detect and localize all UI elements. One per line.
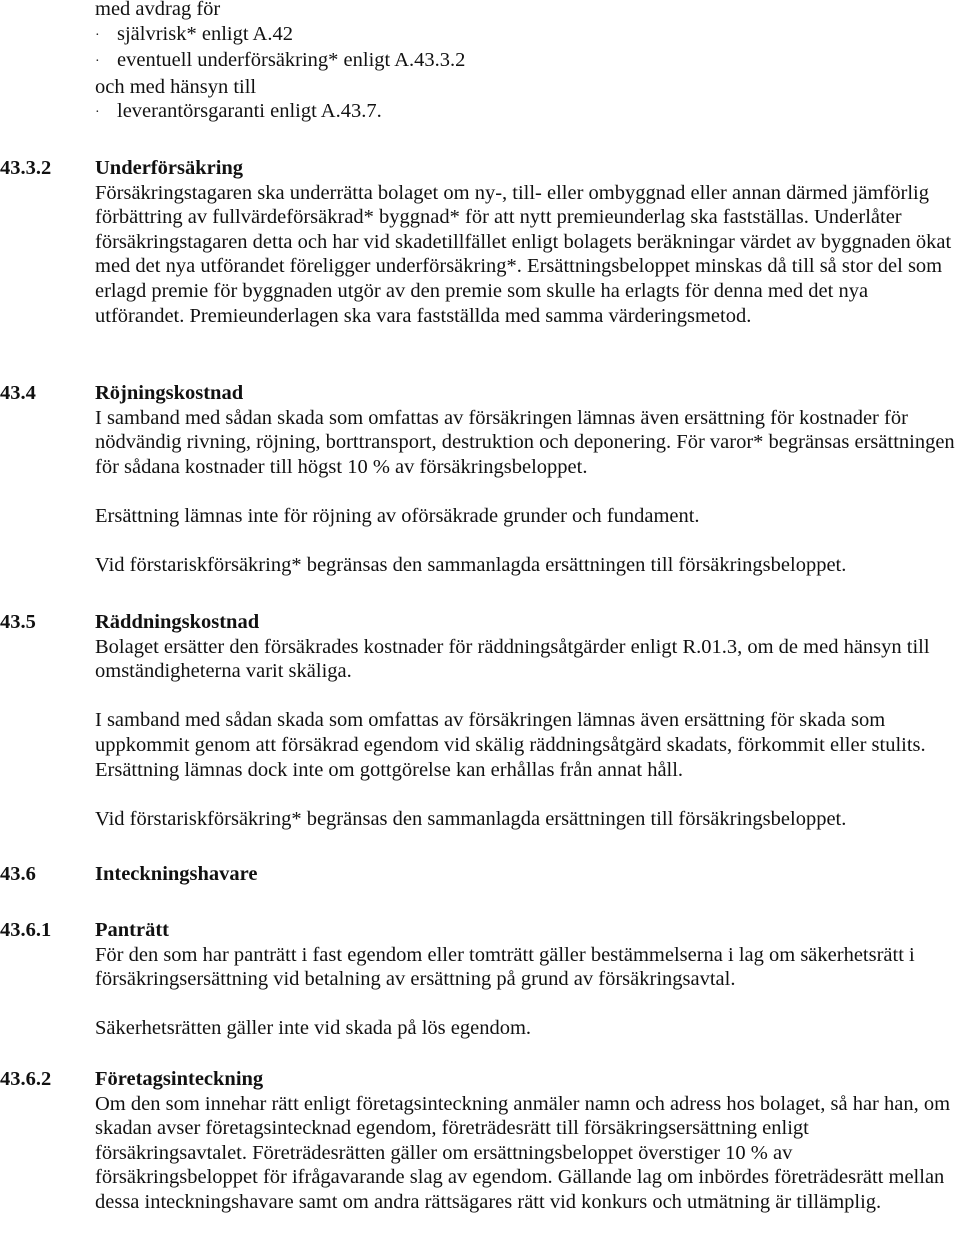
section-number: 43.5: [0, 611, 36, 633]
section-heading: Företagsinteckning: [95, 1068, 264, 1090]
section-body: [95, 156, 960, 328]
section-43-6-1: [0, 918, 960, 1041]
section-number: 43.4: [0, 382, 36, 404]
section-paragraph: Försäkringstagaren ska underrätta bolaget om ny-, till- eller ombyggnad eller annan därmed jämförlig förbättring av fullvärdeförsäkrad* byggnad* för att nytt premieunderlag ska fastställas. Underlåter försäkringstagaren detta och har vid skadetillfället enligt bolagets beräkningar värdet av byggnaden ökat med det nya utförandet föreligger underförsäkring*. Ersättningsbeloppet minskas då till så stor del som erlagd premie för byggnaden utgör av den premie som skulle ha erlagts för denna med det nya utförandet. Premieunderlagen ska vara fastställda med samma värderingsmetod.: [95, 181, 952, 327]
bullet-icon: ·: [95, 27, 100, 43]
intro-block: [95, 0, 955, 126]
bullet-icon: ·: [95, 54, 100, 70]
section-43-3-2: [0, 156, 960, 328]
section-number: 43.3.2: [0, 157, 52, 179]
section-heading: Panträtt: [95, 919, 170, 941]
section-body: [95, 1067, 960, 1215]
bullet-icon: ·: [95, 105, 100, 121]
section-heading: Underförsäkring: [95, 157, 244, 179]
intro-line: och med hänsyn till: [95, 75, 257, 98]
intro-bullet-text: leverantörsgaranti enligt A.43.7.: [117, 100, 382, 123]
section-paragraph: För den som har panträtt i fast egendom eller tomträtt gäller bestämmelserna i lag om säkerhetsrätt i försäkringsersättning vid betalning av ersättning på grund av försäkringsavtal.: [95, 943, 915, 991]
intro-bullet-item: [95, 48, 955, 75]
intro-bullet-text: eventuell underförsäkring* enligt A.43.3.2: [117, 49, 466, 72]
section-heading: Räddningskostnad: [95, 611, 260, 633]
section-number: 43.6.2: [0, 1068, 52, 1090]
intro-line: med avdrag för: [95, 0, 221, 20]
section-paragraph: I samband med sådan skada som omfattas av försäkringen lämnas även ersättning för kostnader för nödvändig rivning, röjning, borttransport, destruktion och deponering. För varor* begränsas ersättningen för sådana kostnader till högst 10 % av försäkringsbeloppet.: [95, 406, 955, 478]
section-number: 43.6.1: [0, 919, 52, 941]
section-body: [95, 862, 960, 887]
section-43-6: [0, 862, 960, 887]
section-paragraph: Vid förstariskförsäkring* begränsas den sammanlagda ersättningen till försäkringsbeloppet.: [95, 554, 847, 577]
section-43-4: [0, 381, 960, 578]
intro-bullet-item: [95, 22, 955, 49]
section-paragraph: Vid förstariskförsäkring* begränsas den sammanlagda ersättningen till försäkringsbeloppet.: [95, 807, 847, 830]
section-43-5: [0, 610, 960, 831]
section-paragraph: Säkerhetsrätten gäller inte vid skada på lös egendom.: [95, 1017, 532, 1040]
intro-bullet-text: självrisk* enligt A.42: [117, 22, 293, 45]
intro-bullet-item: [95, 99, 955, 126]
section-number: 43.6: [0, 863, 36, 885]
section-body: [95, 610, 960, 831]
section-body: [95, 918, 960, 1041]
section-paragraph: Bolaget ersätter den försäkrades kostnader för räddningsåtgärder enligt R.01.3, om de med hänsyn till omständigheterna varit skäliga.: [95, 635, 930, 683]
section-heading: Inteckningshavare: [95, 863, 258, 885]
section-paragraph: Om den som innehar rätt enligt företagsinteckning anmäler namn och adress hos bolaget, så har han, om skadan avser företagsintecknad egendom, företrädesrätt till försäkringsersättning enligt försäkringsavtalet. Företrädesrätten gäller om ersättningsbeloppet överstiger 10 % av försäkringsbeloppet för ifrågavarande slag av egendom. Gällande lag om inbördes företrädesrätt mellan dessa inteckningshavare samt om andra rättsägares rätt vid konkurs och utmätning är tillämplig.: [95, 1092, 951, 1213]
section-43-6-2: [0, 1067, 960, 1215]
section-heading: Röjningskostnad: [95, 382, 244, 404]
section-paragraph: Ersättning lämnas inte för röjning av oförsäkrade grunder och fundament.: [95, 504, 700, 527]
section-body: [95, 381, 960, 578]
section-paragraph: I samband med sådan skada som omfattas av försäkringen lämnas även ersättning för skada som uppkommit genom att försäkrad egendom vid skälig räddningsåtgärd skadats, förkommit eller stulits. Ersättning lämnas dock inte om gottgörelse kan erhållas från annat håll.: [95, 709, 926, 781]
